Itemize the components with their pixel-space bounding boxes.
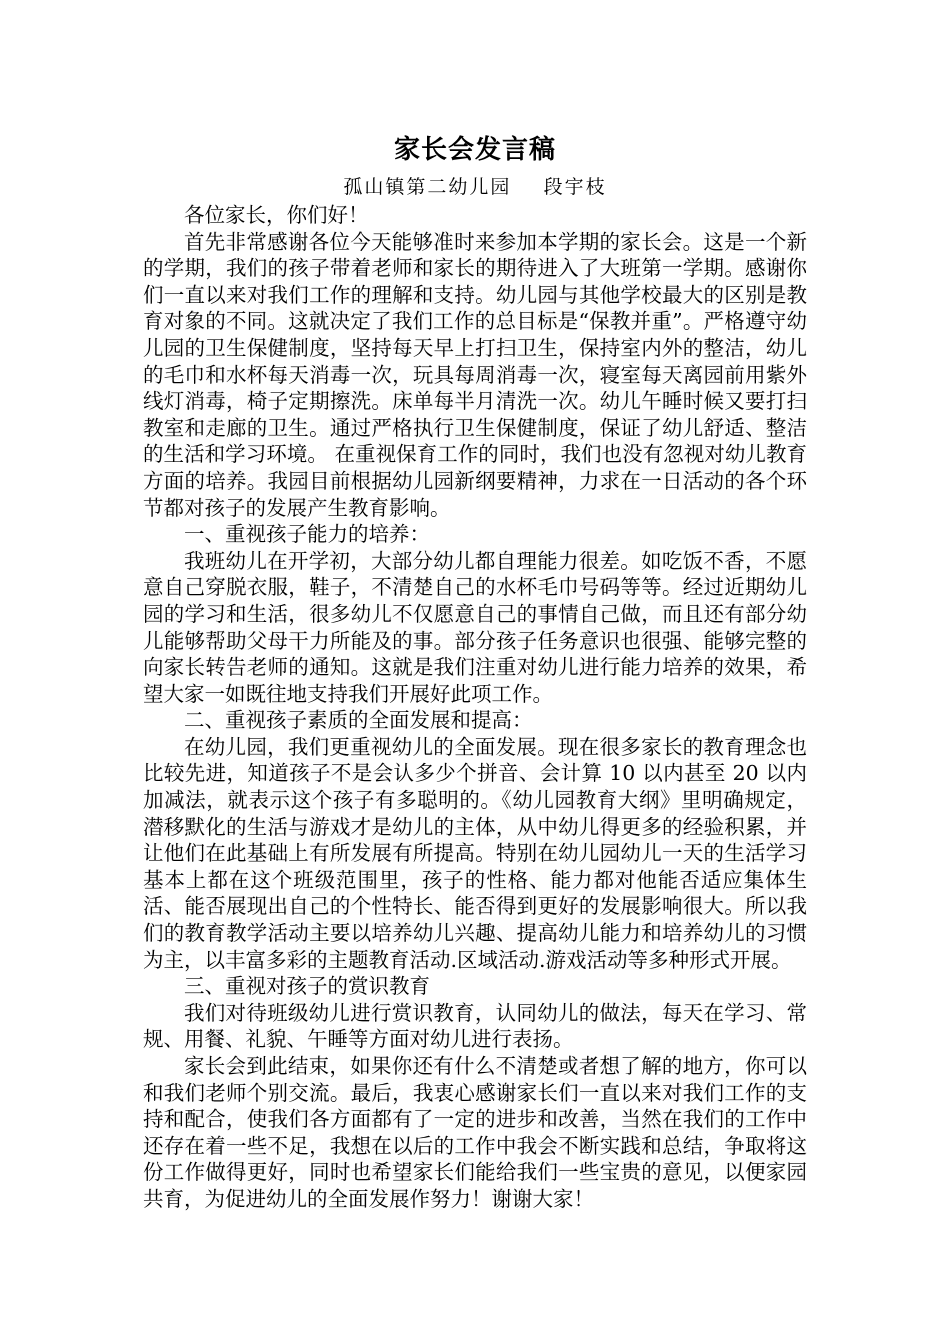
section-body-3: 我们对待班级幼儿进行赏识教育，认同幼儿的做法，每天在学习、常规、用餐、礼貌、午睡等方面对幼儿进行表扬。 bbox=[143, 1000, 807, 1052]
section-body-2: 在幼儿园，我们更重视幼儿的全面发展。现在很多家长的教育理念也比较先进，知道孩子不是会认多少个拼音、会计算 10 以内甚至 20 以内加减法，就表示这个孩子有多聪明的。《幼儿园教育大纲》里明确规定，潜移默化的生活与游戏才是幼儿的主体，从中幼儿得更多的经验积累，并让他们在此基础上有所发展有所提高。特别在幼儿园幼儿一天的生活学习基本上都在这个班级范围里，孩子的性格、能力都对他能否适应集体生活、能否展现出自己的个性特长、能否得到更好的发展影响很大。所以我们的教育教学活动主要以培养幼儿兴趣、提高幼儿能力和培养幼儿的习惯为主，以丰富多彩的主题教育活动.区域活动.游戏活动等多种形式开展。 bbox=[143, 734, 807, 972]
section-heading-1: 一、重视孩子能力的培养： bbox=[184, 522, 430, 547]
intro-paragraph: 首先非常感谢各位今天能够准时来参加本学期的家长会。这是一个新的学期，我们的孩子带着老师和家长的期待进入了大班第一学期。感谢你们一直以来对我们工作的理解和支持。幼儿园与其他学校最大的区别是教育对象的不同。这就决定了我们工作的总目标是“保教并重”。严格遵守幼儿园的卫生保健制度，坚持每天早上打扫卫生，保持室内外的整洁，幼儿的毛巾和水杯每天消毒一次，玩具每周消毒一次，寝室每天离园前用紫外线灯消毒，椅子定期擦洗。床单每半月清洗一次。幼儿午睡时候又要打扫教室和走廊的卫生。通过严格执行卫生保健制度，保证了幼儿舒适、整洁的生活和学习环境。 在重视保育工作的同时，我们也没有忽视对幼儿教育方面的培养。我园目前根据幼儿园新纲要精神，力求在一日活动的各个环节都对孩子的发展产生教育影响。 bbox=[143, 229, 807, 520]
author-byline: 孤山镇第二幼儿园 段宇枝 bbox=[343, 176, 607, 198]
section-body-1: 我班幼儿在开学初，大部分幼儿都自理能力很差。如吃饭不香，不愿意自己穿脱衣服，鞋子，不清楚自己的水杯毛巾号码等等。经过近期幼儿园的学习和生活，很多幼儿不仅愿意自己的事情自己做，而且还有部分幼儿能够帮助父母干力所能及的事。部分孩子任务意识也很强、能够完整的向家长转告老师的通知。这就是我们注重对幼儿进行能力培养的效果，希望大家一如既往地支持我们开展好此项工作。 bbox=[143, 548, 807, 706]
document-title: 家长会发言稿 bbox=[393, 135, 556, 165]
closing-paragraph: 家长会到此结束，如果你还有什么不清楚或者想了解的地方，你可以和我们老师个别交流。最后，我衷心感谢家长们一直以来对我们工作的支持和配合，使我们各方面都有了一定的进步和改善，当然在我们的工作中还存在着一些不足，我想在以后的工作中我会不断实践和总结，争取将这份工作做得更好，同时也希望家长们能给我们一些宝贵的意见，以便家园共育，为促进幼儿的全面发展作努力！谢谢大家！ bbox=[143, 1054, 807, 1211]
section-heading-2: 二、重视孩子素质的全面发展和提高： bbox=[184, 708, 533, 733]
greeting: 各位家长，你们好！ bbox=[184, 203, 369, 227]
document-body bbox=[143, 132, 807, 1213]
section-heading-3: 三、重视对孩子的赏识教育 bbox=[184, 974, 430, 999]
